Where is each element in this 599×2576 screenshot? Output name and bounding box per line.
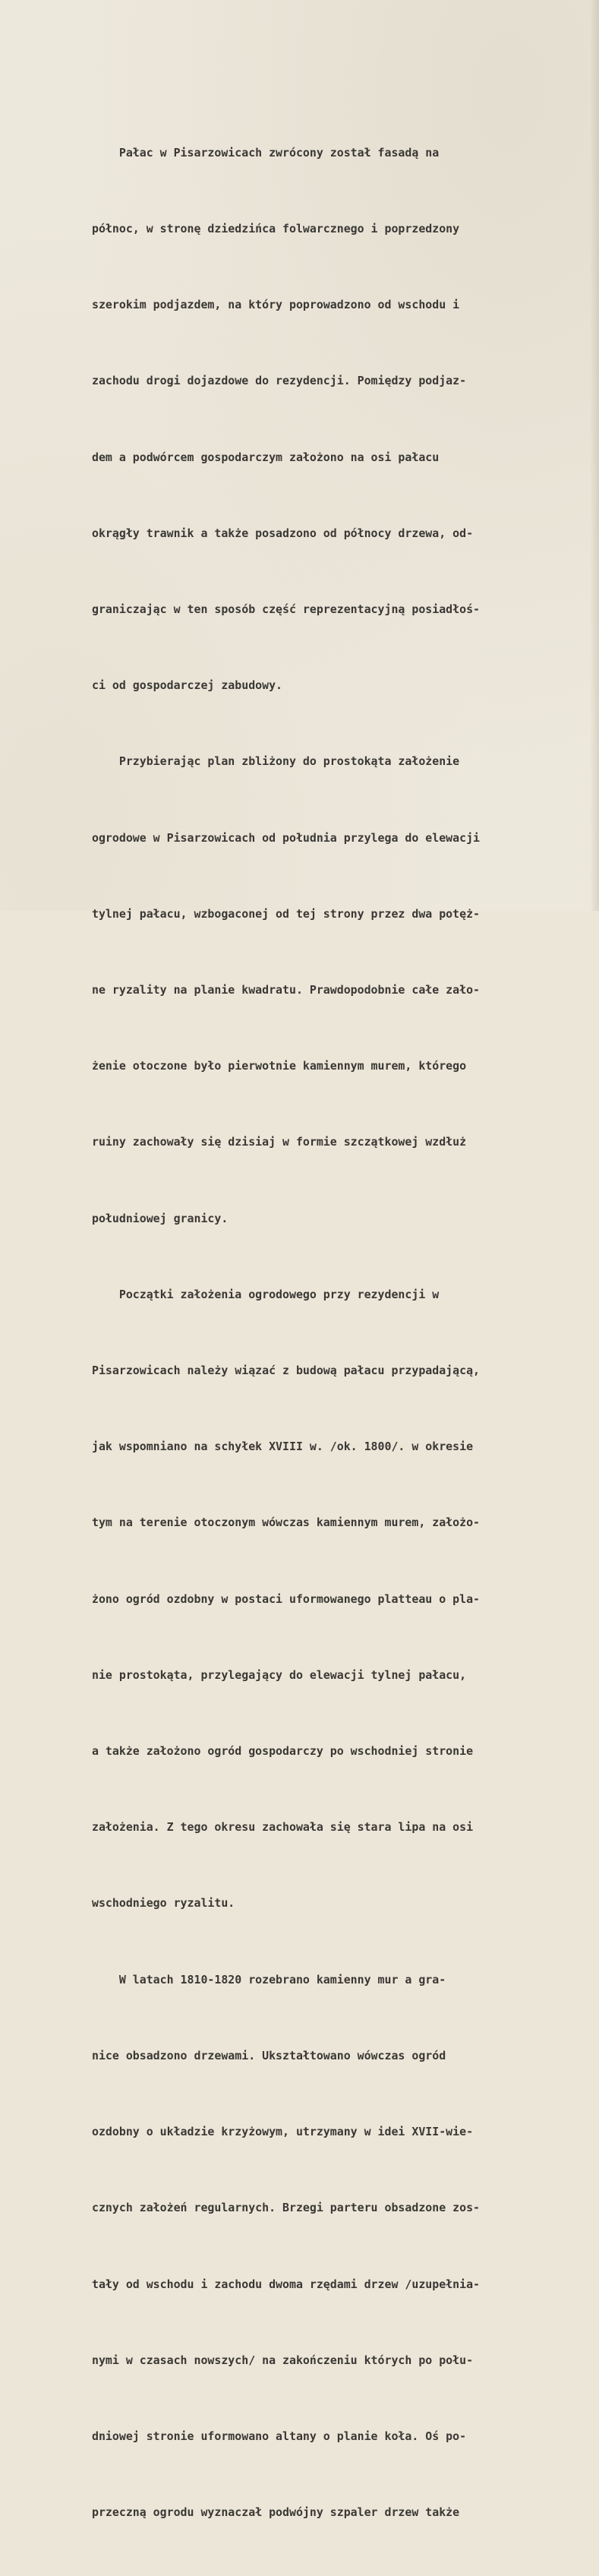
text-line: południowej granicy. bbox=[92, 1211, 229, 1225]
text-line: Początki założenia ogrodowego przy rezydencji w bbox=[92, 1287, 440, 1301]
text-line: żenie otoczone było pierwotnie kamiennym murem, którego bbox=[92, 1059, 467, 1073]
text-line: nie prostokąta, przylegający do elewacji tylnej pałacu, bbox=[92, 1667, 467, 1682]
text-line: przeczną ogrodu wyznaczał podwójny szpaler drzew także bbox=[92, 2505, 460, 2520]
text-line: zachodu drogi dojazdowe do rezydencji. Pomiędzy podjaz- bbox=[92, 374, 467, 388]
text-line: dem a podwórcem gospodarczym założono na osi pałacu bbox=[92, 450, 440, 464]
text-line: ne ryzality na planie kwadratu. Prawdopodobnie całe zało- bbox=[92, 983, 481, 997]
text-line: ozdobny o układzie krzyżowym, utrzymany w idei XVII-wie- bbox=[92, 2125, 474, 2139]
text-line: założenia. Z tego okresu zachowała się stara lipa na osi bbox=[92, 1820, 474, 1835]
text-line: północ, w stronę dziedzińca folwarcznego i poprzedzony bbox=[92, 222, 460, 236]
text-line: ogrodowe w Pisarzowicach od południa przylega do elewacji bbox=[92, 830, 481, 845]
text-line: nymi w czasach nowszych/ na zakończeniu których po połu- bbox=[92, 2353, 474, 2367]
text-line: tały od wschodu i zachodu dwoma rzędami drzew /uzupełnia- bbox=[92, 2277, 481, 2291]
text-line: Pałac w Pisarzowicach zwrócony został fasadą na bbox=[92, 145, 440, 160]
text-line: Pisarzowicach należy wiązać z budową pałacu przypadającą, bbox=[92, 1364, 481, 1378]
text-line: tylnej pałacu, wzbogaconej od tej strony przez dwa potęż- bbox=[92, 906, 481, 921]
text-line: okrągły trawnik a także posadzono od północy drzewa, od- bbox=[92, 526, 474, 540]
text-line: wschodniego ryzalitu. bbox=[92, 1896, 235, 1911]
text-line: tym na terenie otoczonym wówczas kamiennym murem, założo- bbox=[92, 1516, 481, 1530]
text-line: dniowej stronie uformowano altany o planie koła. Oś po- bbox=[92, 2429, 467, 2443]
text-line: a także założono ogród gospodarczy po wschodniej stronie bbox=[92, 1744, 474, 1759]
text-line: ci od gospodarczej zabudowy. bbox=[92, 678, 283, 693]
text-line: żono ogród ozdobny w postaci uformowanego platteau o pla- bbox=[92, 1591, 481, 1606]
text-line: Przybierając plan zbliżony do prostokąta założenie bbox=[92, 754, 460, 769]
text-line: szerokim podjazdem, na który poprowadzono od wschodu i bbox=[92, 298, 460, 312]
text-line: cznych założeń regularnych. Brzegi parteru obsadzone zos- bbox=[92, 2201, 481, 2215]
typed-text-body bbox=[92, 90, 547, 2576]
page-edge-shadow bbox=[590, 0, 599, 911]
text-line: nice obsadzono drzewami. Ukształtowano wówczas ogród bbox=[92, 2048, 446, 2062]
text-line: jak wspomniano na schyłek XVIII w. /ok. 1800/. w okresie bbox=[92, 1440, 474, 1454]
text-line: W latach 1810-1820 rozebrano kamienny mur a gra- bbox=[92, 1972, 446, 1987]
text-line: ruiny zachowały się dzisiaj w formie szczątkowej wzdłuż bbox=[92, 1135, 467, 1149]
text-line: graniczając w ten sposób część reprezentacyjną posiadłoś- bbox=[92, 602, 481, 617]
